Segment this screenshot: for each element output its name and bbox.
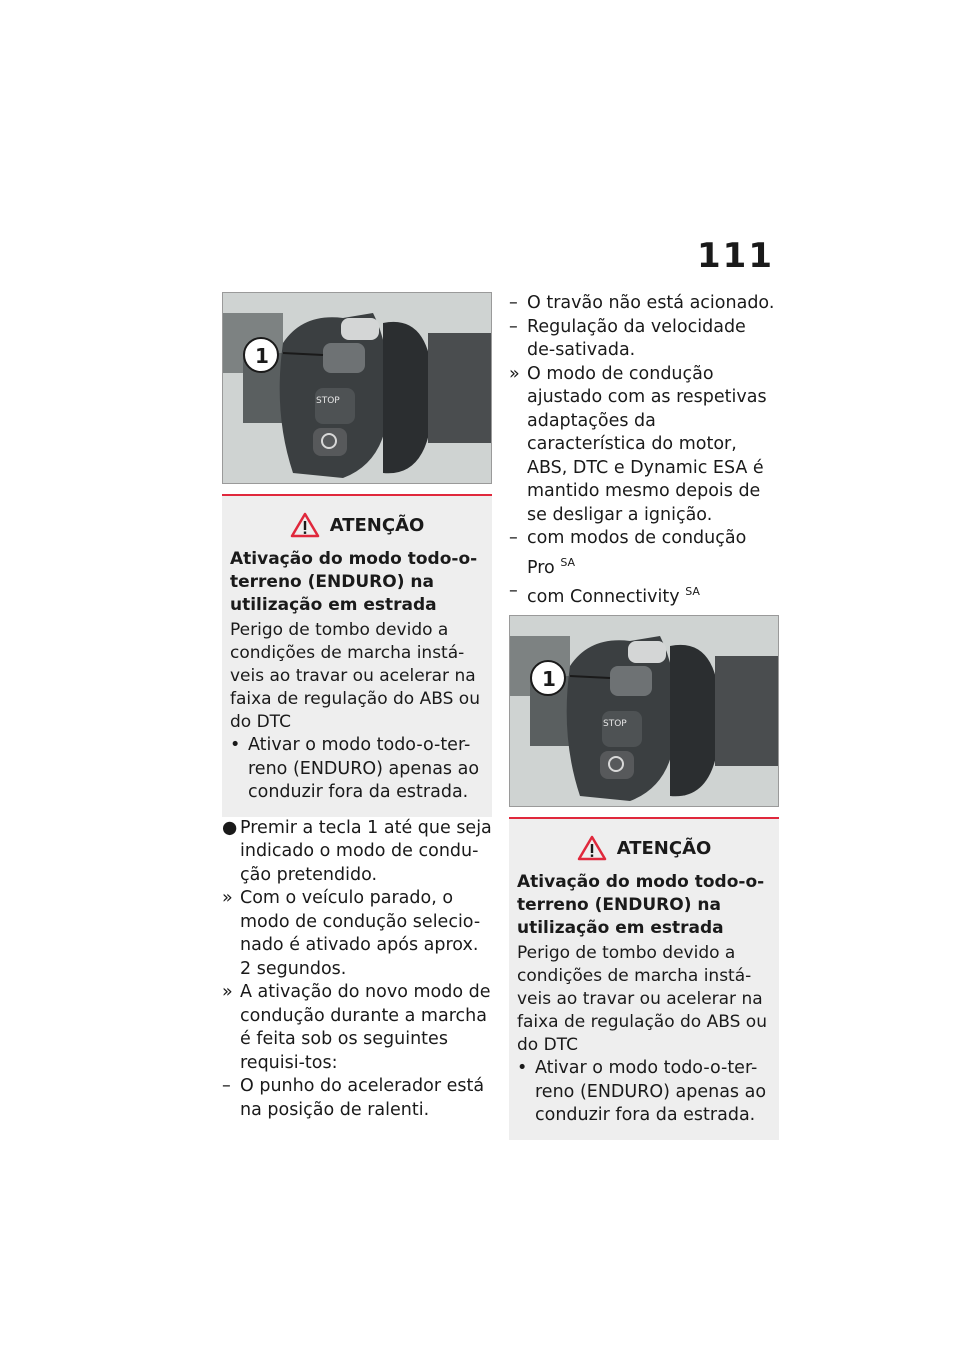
left-step-list <box>222 817 492 1123</box>
callout-number: 1 <box>255 344 269 368</box>
handlebar-switch-illustration <box>510 616 778 806</box>
warning-title: Ativação do modo todo-o-terreno (ENDURO) na utilização em estrada <box>230 549 478 615</box>
warning-box <box>509 817 779 1140</box>
warning-text: Perigo de tombo devido a condições de marcha instá-veis ao travar ou acelerar na faixa de regulação do ABS ou do DTC <box>517 943 767 1056</box>
warning-triangle-icon <box>577 835 607 861</box>
list-item: – O travão não está acionado. <box>509 293 775 313</box>
warning-heading <box>230 512 484 538</box>
warning-bullet-list <box>517 1057 771 1128</box>
option-item: – com modos de condução Pro $^{SA}$ <box>509 528 747 578</box>
stop-label: STOP <box>316 396 340 406</box>
list-item: » Com o veículo parado, o modo de condução selecio-nado é ativado após aprox. 2 segundos. <box>222 888 481 979</box>
list-item: » A ativação do novo modo de condução durante a marcha é feita sob os seguintes requisi-tos: <box>222 982 491 1073</box>
page-number: 111 <box>697 236 774 276</box>
handlebar-switch-photo <box>509 615 779 807</box>
warning-triangle-icon <box>290 512 320 538</box>
warning-bullet-list <box>230 734 484 805</box>
right-step-list <box>509 292 779 527</box>
warning-bullet: • Ativar o modo todo-o-ter-reno (ENDURO) apenas ao conduzir fora da estrada. <box>230 735 480 802</box>
list-item: – O punho do acelerador está na posição de ralenti. <box>222 1076 485 1120</box>
right-column <box>509 292 779 1140</box>
list-item: – Regulação da velocidade de-sativada. <box>509 316 746 360</box>
warning-heading <box>517 835 771 861</box>
equipment-options-list <box>509 527 779 609</box>
warning-text: Perigo de tombo devido a condições de marcha instá-veis ao travar ou acelerar na faixa de regulação do ABS ou do DTC <box>230 620 480 732</box>
list-item: ● Premir a tecla 1 até que seja indicado o modo de condu-ção pretendido. <box>222 817 492 885</box>
warning-heading-text: ATENÇÃO <box>616 837 712 859</box>
warning-heading-text: ATENÇÃO <box>329 514 425 536</box>
stop-label: STOP <box>603 719 627 730</box>
warning-title: Ativação do modo todo-o-terreno (ENDURO) na utilização em estrada <box>517 872 765 939</box>
callout-number: 1 <box>542 667 556 692</box>
handlebar-switch-photo <box>222 292 492 484</box>
left-column <box>222 292 492 1122</box>
list-item: » O modo de condução ajustado com as respetivas adaptações da característica do motor, ABS, DTC e Dynamic ESA é mantido mesmo depois de se desligar a ignição. <box>509 363 767 525</box>
warning-box <box>222 494 492 817</box>
option-item: – com Connectivity $^{SA}$ <box>509 580 700 607</box>
handlebar-switch-illustration <box>223 293 491 483</box>
warning-bullet: • Ativar o modo todo-o-ter-reno (ENDURO) apenas ao conduzir fora da estrada. <box>517 1058 767 1126</box>
